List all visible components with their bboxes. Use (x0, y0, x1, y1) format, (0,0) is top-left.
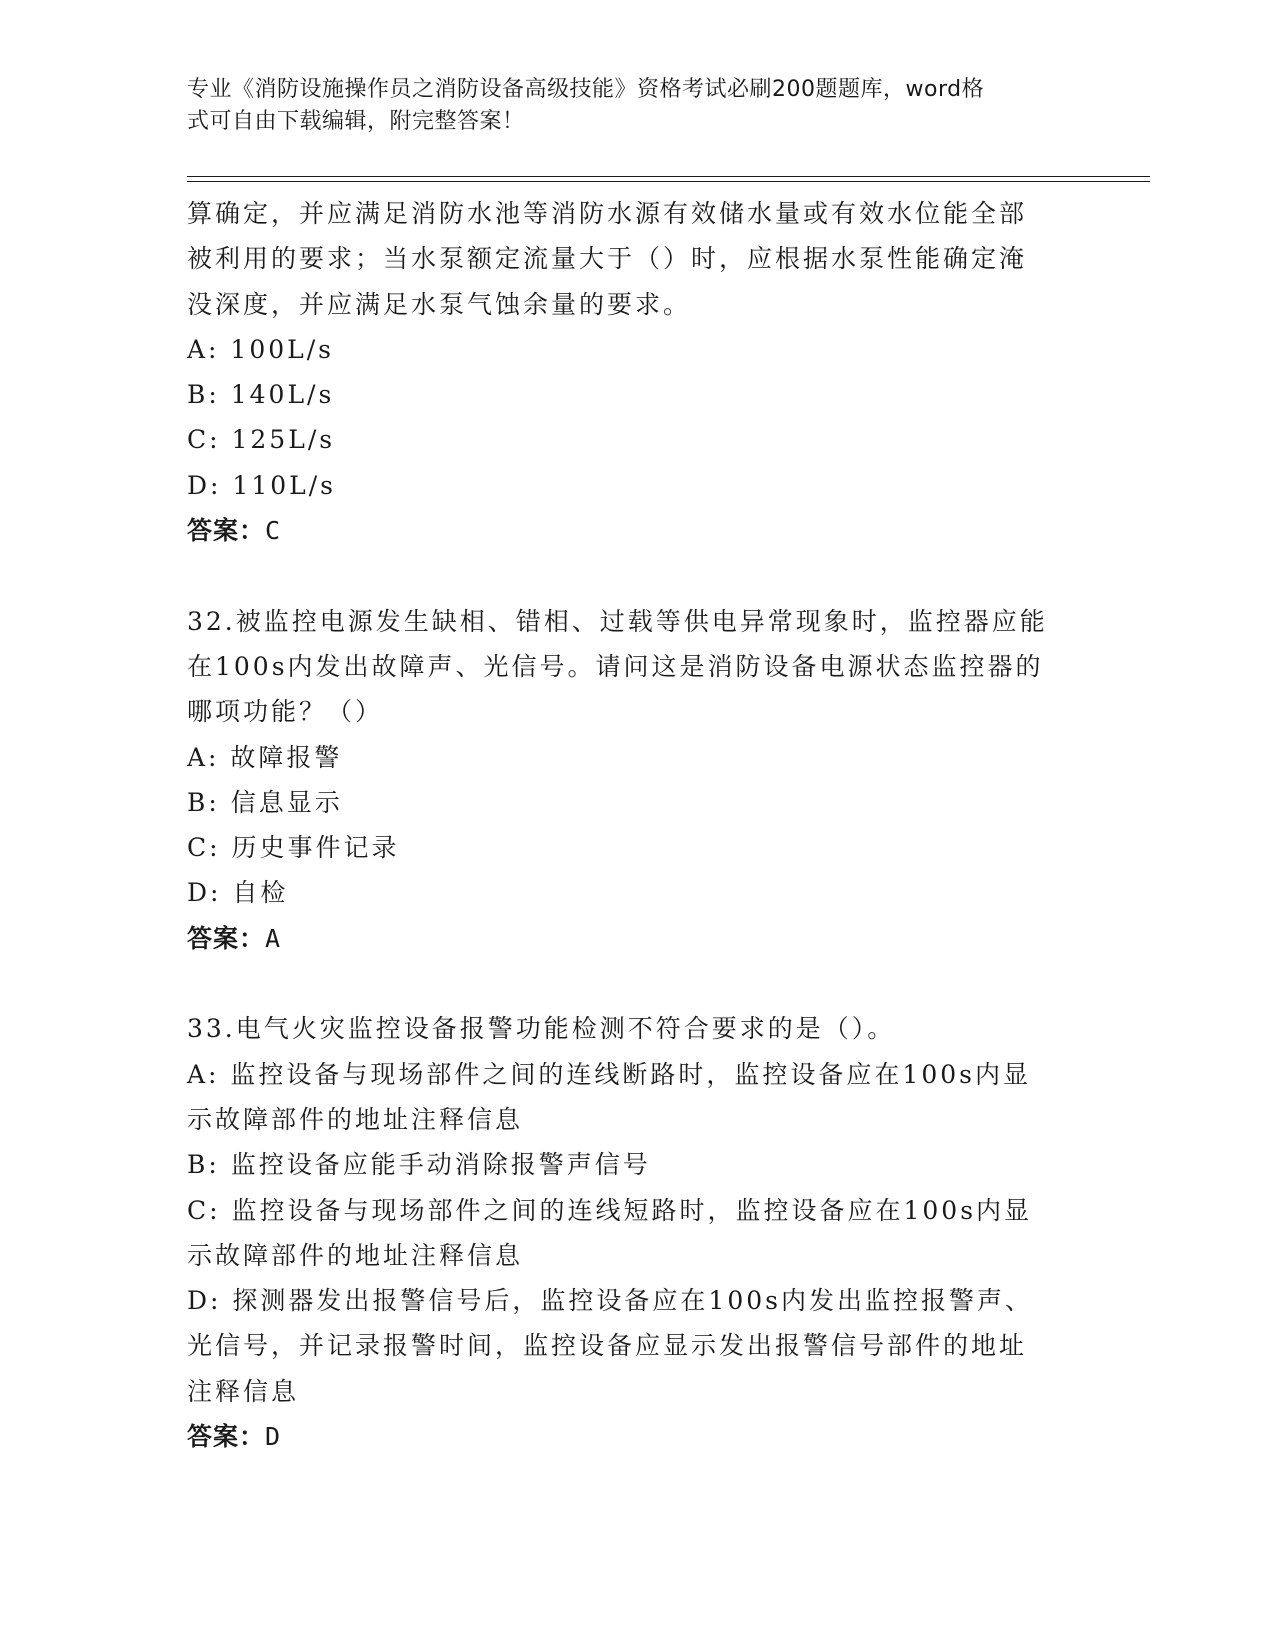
answer-value: D (265, 1422, 282, 1452)
header-divider-top (187, 176, 1150, 177)
question-33 (187, 1006, 1087, 1459)
answer-label: 答案： (187, 516, 266, 546)
answer-line (187, 508, 1087, 553)
option-line: C: 监控设备与现场部件之间的连线短路时，监控设备应在100s内显 (187, 1195, 1033, 1225)
option-b: B: 信息显示 (187, 787, 343, 817)
option-line: 光信号，并记录报警时间，监控设备应显示发出报警信号部件的地址 (187, 1331, 1028, 1361)
question-text-line: 32.被监控电源发生缺相、错相、过载等供电异常现象时，监控器应能 (187, 606, 1048, 636)
option-d: D: 110L/s (187, 470, 336, 500)
question-content (187, 191, 1087, 1459)
answer-line (187, 916, 1087, 961)
answer-label: 答案： (187, 1422, 266, 1452)
answer-label: 答案： (187, 923, 266, 953)
answer-value: C (265, 516, 282, 546)
question-text-line: 在100s内发出故障声、光信号。请问这是消防设备电源状态监控器的 (187, 651, 1044, 681)
question-text-line: 被利用的要求；当水泵额定流量大于（）时，应根据水泵性能确定淹 (187, 244, 1028, 274)
option-a: A: 故障报警 (187, 742, 343, 772)
option-b: B: 140L/s (187, 380, 335, 410)
question-text-line: 哪项功能？（） (187, 697, 384, 727)
question-spacer (187, 961, 1087, 1006)
option-line: D: 探测器发出报警信号后，监控设备应在100s内发出监控报警声、 (187, 1286, 1033, 1316)
option-d: D: 自检 (187, 878, 289, 908)
question-spacer (187, 553, 1087, 598)
question-31 (187, 191, 1087, 553)
question-text-line: 33.电气火灾监控设备报警功能检测不符合要求的是（）。 (187, 1014, 896, 1044)
header-line-1: 专业《消防设施操作员之消防设备高级技能》资格考试必刷200题题库，word格 (187, 77, 985, 102)
option-line: 示故障部件的地址注释信息 (187, 1240, 524, 1270)
header-line-2: 式可自由下载编辑，附完整答案！ (187, 109, 525, 134)
question-32 (187, 599, 1087, 961)
option-a: A: 100L/s (187, 334, 334, 364)
header-divider-bottom (187, 181, 1150, 182)
option-c: C: 历史事件记录 (187, 833, 400, 863)
option-c: C: 125L/s (187, 425, 336, 455)
option-line: B: 监控设备应能手动消除报警声信号 (187, 1150, 651, 1180)
answer-line (187, 1414, 1087, 1459)
document-header (187, 74, 1067, 138)
answer-value: A (265, 923, 282, 953)
question-text-line: 算确定，并应满足消防水池等消防水源有效储水量或有效水位能全部 (187, 199, 1028, 228)
option-line: 注释信息 (187, 1376, 300, 1406)
option-line: A: 监控设备与现场部件之间的连线断路时，监控设备应在100s内显 (187, 1059, 1031, 1089)
option-line: 示故障部件的地址注释信息 (187, 1104, 524, 1134)
question-text-line: 没深度，并应满足水泵气蚀余量的要求。 (187, 289, 692, 319)
